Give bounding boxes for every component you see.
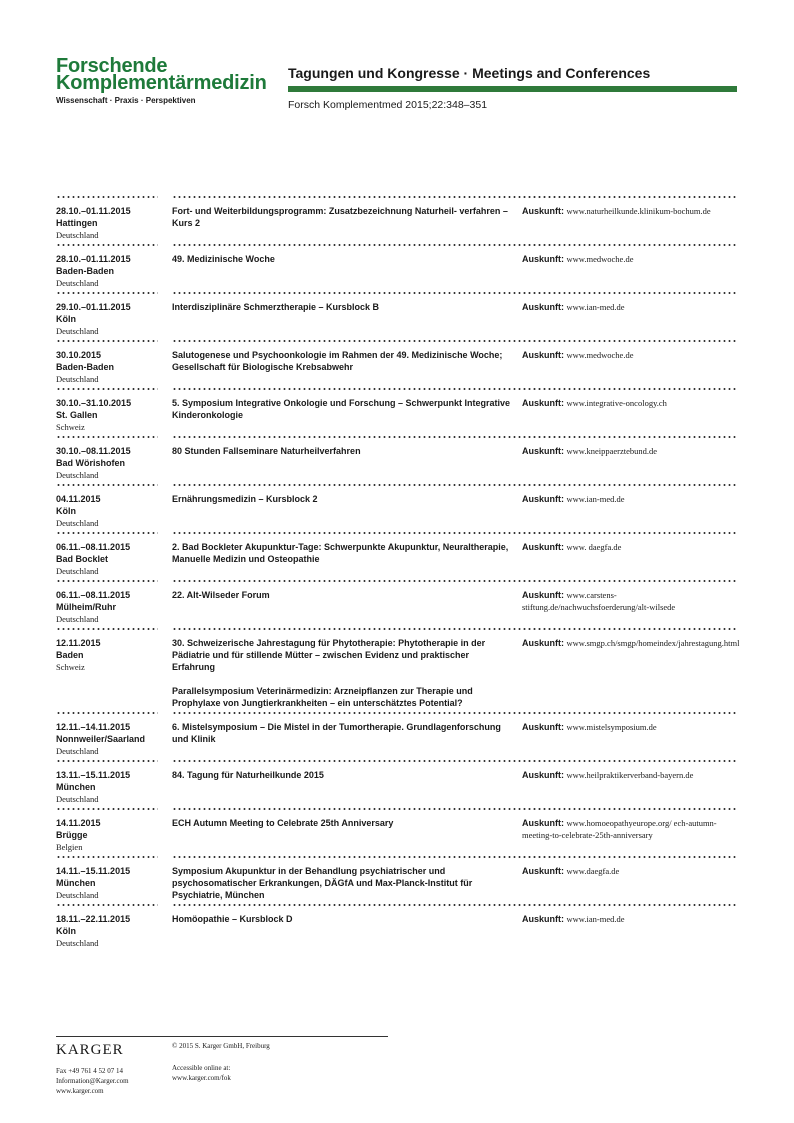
email-link[interactable]: Information@Karger.com [56,1077,129,1085]
event-when-where [56,301,168,337]
event-info [522,301,740,313]
publisher-logo: KARGER [56,1042,124,1058]
event-city: Brügge [56,830,88,840]
event-row [56,292,738,340]
dotted-separator [56,628,158,630]
info-label: Auskunft: [522,770,564,780]
event-url[interactable]: www.medwoche.de [566,254,634,264]
event-description [172,541,512,565]
event-title: ECH Autumn Meeting to Celebrate 25th Anniversary [172,818,394,828]
event-when-where [56,865,168,901]
event-url[interactable]: www.daegfa.de [566,866,620,876]
event-when-where [56,721,168,757]
event-city: Bad Wörishofen [56,458,125,468]
dotted-separator [522,532,738,534]
dotted-separator [172,532,560,534]
citation: Forsch Komplementmed 2015;22:348–351 [288,99,488,111]
event-country: Deutschland [56,566,99,576]
dotted-separator [56,760,158,762]
event-row [56,904,738,952]
info-label: Auskunft: [522,722,564,732]
event-info [522,913,740,925]
event-description [172,913,512,925]
dotted-separator [56,196,158,198]
event-row [56,388,738,436]
event-city: Köln [56,926,76,936]
dotted-separator [522,580,738,582]
event-description [172,349,512,373]
event-row [56,712,738,760]
event-when-where [56,349,168,385]
journal-logo [56,55,267,105]
dotted-separator [172,196,560,198]
event-title: 80 Stunden Fallseminare Naturheilverfahren [172,446,361,456]
event-row [56,760,738,808]
dotted-separator [522,628,738,630]
dotted-separator [172,712,560,714]
event-info [522,397,740,409]
publisher-contact [56,1066,129,1096]
event-when-where [56,493,168,529]
info-label: Auskunft: [522,302,564,312]
event-url[interactable]: www.ian-med.de [566,302,625,312]
event-date: 12.11.–14.11.2015 [56,722,131,732]
event-city: Bad Bocklet [56,554,109,564]
event-description [172,865,512,901]
dotted-separator [172,484,560,486]
copyright: © 2015 S. Karger GmbH, Freiburg [172,1042,270,1050]
dotted-separator [172,436,560,438]
event-country: Deutschland [56,614,99,624]
logo-line2: Komplementärmedizin [56,72,267,94]
event-description [172,301,512,313]
event-title: 2. Bad Bockleter Akupunktur-Tage: Schwerpunkte Akupunktur, Neuraltherapie, Manuelle Medizin und Osteopathie [172,542,509,564]
event-url[interactable]: www.ian-med.de [566,914,625,924]
dotted-separator [172,340,560,342]
header-bar [288,86,737,92]
event-description [172,493,512,505]
event-url[interactable]: www.naturheilkunde.klinikum-bochum.de [566,206,711,216]
logo-subtitle: Wissenschaft · Praxis · Perspektiven [56,96,196,105]
event-city: München [56,878,96,888]
dotted-separator [172,808,560,810]
dotted-separator [522,244,738,246]
event-country: Schweiz [56,662,85,672]
event-description [172,445,512,457]
event-country: Deutschland [56,374,99,384]
event-date: 28.10.–01.11.2015 [56,254,131,264]
event-row [56,580,738,628]
dotted-separator [56,532,158,534]
dotted-separator [522,292,738,294]
dotted-separator [522,760,738,762]
event-when-where [56,445,168,481]
info-label: Auskunft: [522,446,564,456]
event-date: 06.11.–08.11.2015 [56,542,131,552]
dotted-separator [56,436,158,438]
info-label: Auskunft: [522,590,564,600]
dotted-separator [56,484,158,486]
event-date: 04.11.2015 [56,494,101,504]
dotted-separator [56,244,158,246]
event-date: 30.10.2015 [56,350,102,360]
event-city: Köln [56,314,76,324]
event-title: 30. Schweizerische Jahrestagung für Phytotherapie: Phytotherapie in der Pädiatrie und für stillende Mütter – zwischen Evidenz und praktischer Erfahrung [172,638,486,672]
event-city: Hattingen [56,218,98,228]
event-title: Ernährungsmedizin – Kursblock 2 [172,494,318,504]
event-description [172,253,512,265]
online-url[interactable]: www.karger.com/fok [172,1074,231,1082]
event-info [522,253,740,265]
event-info [522,769,740,781]
event-country: Deutschland [56,230,99,240]
event-url[interactable]: www.ian-med.de [566,494,625,504]
event-url[interactable]: www.homoeopathyeurope.org/ ech-autumn-meeting-to-celebrate-25th-anniversary [522,818,717,840]
event-url[interactable]: www.heilpraktikerverband-bayern.de [566,770,694,780]
event-city: Baden-Baden [56,266,115,276]
event-date: 28.10.–01.11.2015 [56,206,131,216]
info-label: Auskunft: [522,350,564,360]
dotted-separator [172,628,560,630]
event-title: 49. Medizinische Woche [172,254,275,264]
dotted-separator [172,244,560,246]
event-country: Deutschland [56,794,99,804]
event-url[interactable]: www.mistelsymposium.de [566,722,657,732]
event-url[interactable]: www.carstens-stiftung.de/nachwuchsfoerderung/alt-wilsede [522,590,676,612]
event-row [56,244,738,292]
event-date: 14.11.2015 [56,818,101,828]
event-info [522,493,740,505]
event-when-where [56,589,168,625]
event-url[interactable]: www.kneippaerztebund.de [566,446,658,456]
event-country: Deutschland [56,938,99,948]
event-info [522,349,740,361]
dotted-separator [172,292,560,294]
dotted-separator [522,904,738,906]
dotted-separator [56,340,158,342]
event-title: Salutogenese und Psychoonkologie im Rahmen der 49. Medizinische Woche; Gesellschaft für Biologische Krebsabwehr [172,350,503,372]
event-when-where [56,397,168,433]
dotted-separator [172,760,560,762]
info-label: Auskunft: [522,494,564,504]
event-date: 06.11.–08.11.2015 [56,590,131,600]
event-title: Fort- und Weiterbildungsprogramm: Zusatzbezeichnung Naturheil- verfahren – Kurs 2 [172,206,508,228]
dotted-separator [522,808,738,810]
dotted-separator [56,712,158,714]
info-label: Auskunft: [522,914,564,924]
event-when-where [56,637,168,673]
event-info [522,721,740,733]
event-title: Homöopathie – Kursblock D [172,914,293,924]
event-date: 14.11.–15.11.2015 [56,866,131,876]
event-country: Belgien [56,842,83,852]
event-info [522,205,740,217]
event-country: Deutschland [56,890,99,900]
event-row [56,484,738,532]
logo-line1: Forschende [56,55,168,77]
event-country: Deutschland [56,746,99,756]
event-city: St. Gallen [56,410,98,420]
event-info [522,541,740,553]
dotted-separator [56,292,158,294]
event-url[interactable]: www.smgp.ch/smgp/homeindex/jahrestagung.html [566,638,740,648]
event-city: Köln [56,506,76,516]
dotted-separator [522,340,738,342]
footer-rule [56,1036,388,1037]
event-date: 30.10.–31.10.2015 [56,398,132,408]
event-row [56,628,738,712]
section-title: Tagungen und Kongresse · Meetings and Conferences [288,65,651,81]
dotted-separator [56,808,158,810]
event-description [172,397,512,421]
event-row [56,532,738,580]
event-info [522,637,740,649]
event-when-where [56,541,168,577]
event-when-where [56,205,168,241]
event-row [56,856,738,904]
event-date: 12.11.2015 [56,638,101,648]
event-city: Baden [56,650,84,660]
event-row [56,340,738,388]
event-title: Symposium Akupunktur in der Behandlung psychiatrischer und psychosomatischer Erkrankungen, DÄGfA und Max-Planck-Institut für Psychiatrie, München [172,866,473,900]
event-title: 6. Mistelsymposium – Die Mistel in der Tumortherapie. Grundlagenforschung und Klinik [172,722,501,744]
event-description [172,769,512,781]
event-description [172,589,512,601]
dotted-separator [56,388,158,390]
info-label: Auskunft: [522,542,564,552]
dotted-separator [172,856,560,858]
info-label: Auskunft: [522,638,564,648]
info-label: Auskunft: [522,818,564,828]
event-url[interactable]: www.integrative-oncology.ch [566,398,667,408]
event-country: Deutschland [56,326,99,336]
dotted-separator [522,712,738,714]
event-city: München [56,782,96,792]
dotted-separator [56,904,158,906]
event-title: 5. Symposium Integrative Onkologie und Forschung – Schwerpunkt Integrative Kinderonkologie [172,398,511,420]
event-title: 84. Tagung für Naturheilkunde 2015 [172,770,324,780]
event-title-secondary: Parallelsymposium Veterinärmedizin: Arzneipflanzen zur Therapie und Prophylaxe von Jungtierkrankheiten – ein unterschätztes Potential? [172,686,473,708]
event-title: 22. Alt-Wilseder Forum [172,590,270,600]
info-label: Auskunft: [522,866,564,876]
event-country: Deutschland [56,518,99,528]
event-date: 13.11.–15.11.2015 [56,770,131,780]
event-date: 30.10.–08.11.2015 [56,446,131,456]
event-title: Interdisziplinäre Schmerztherapie – Kursblock B [172,302,380,312]
event-row [56,436,738,484]
dotted-separator [522,196,738,198]
dotted-separator [56,856,158,858]
event-url[interactable]: www.medwoche.de [566,350,634,360]
event-date: 18.11.–22.11.2015 [56,914,131,924]
event-country: Deutschland [56,470,99,480]
event-city: Baden-Baden [56,362,115,372]
event-description [172,817,512,829]
event-url[interactable]: www. daegfa.de [566,542,622,552]
dotted-separator [522,484,738,486]
events-table [56,196,738,952]
event-when-where [56,769,168,805]
event-city: Mülheim/Ruhr [56,602,116,612]
dotted-separator [172,580,560,582]
event-country: Schweiz [56,422,85,432]
event-when-where [56,253,168,289]
info-label: Auskunft: [522,398,564,408]
event-description [172,721,512,745]
dotted-separator [522,388,738,390]
event-info [522,589,740,613]
dotted-separator [172,904,560,906]
event-when-where [56,913,168,949]
event-info [522,445,740,457]
info-label: Auskunft: [522,206,564,216]
dotted-separator [522,856,738,858]
event-country: Deutschland [56,278,99,288]
dotted-separator [56,580,158,582]
event-city: Nonnweiler/Saarland [56,734,146,744]
dotted-separator [522,436,738,438]
accessible-label: Accessible online at: [172,1064,231,1072]
info-label: Auskunft: [522,254,564,264]
online-access [172,1063,231,1083]
event-description [172,205,512,229]
event-when-where [56,817,168,853]
event-row [56,196,738,244]
dotted-separator [172,388,560,390]
event-info [522,865,740,877]
event-info [522,817,740,841]
event-row [56,808,738,856]
event-description [172,637,512,709]
fax: Fax +49 761 4 52 07 14 [56,1067,123,1075]
event-date: 29.10.–01.11.2015 [56,302,131,312]
website-link[interactable]: www.karger.com [56,1087,104,1095]
